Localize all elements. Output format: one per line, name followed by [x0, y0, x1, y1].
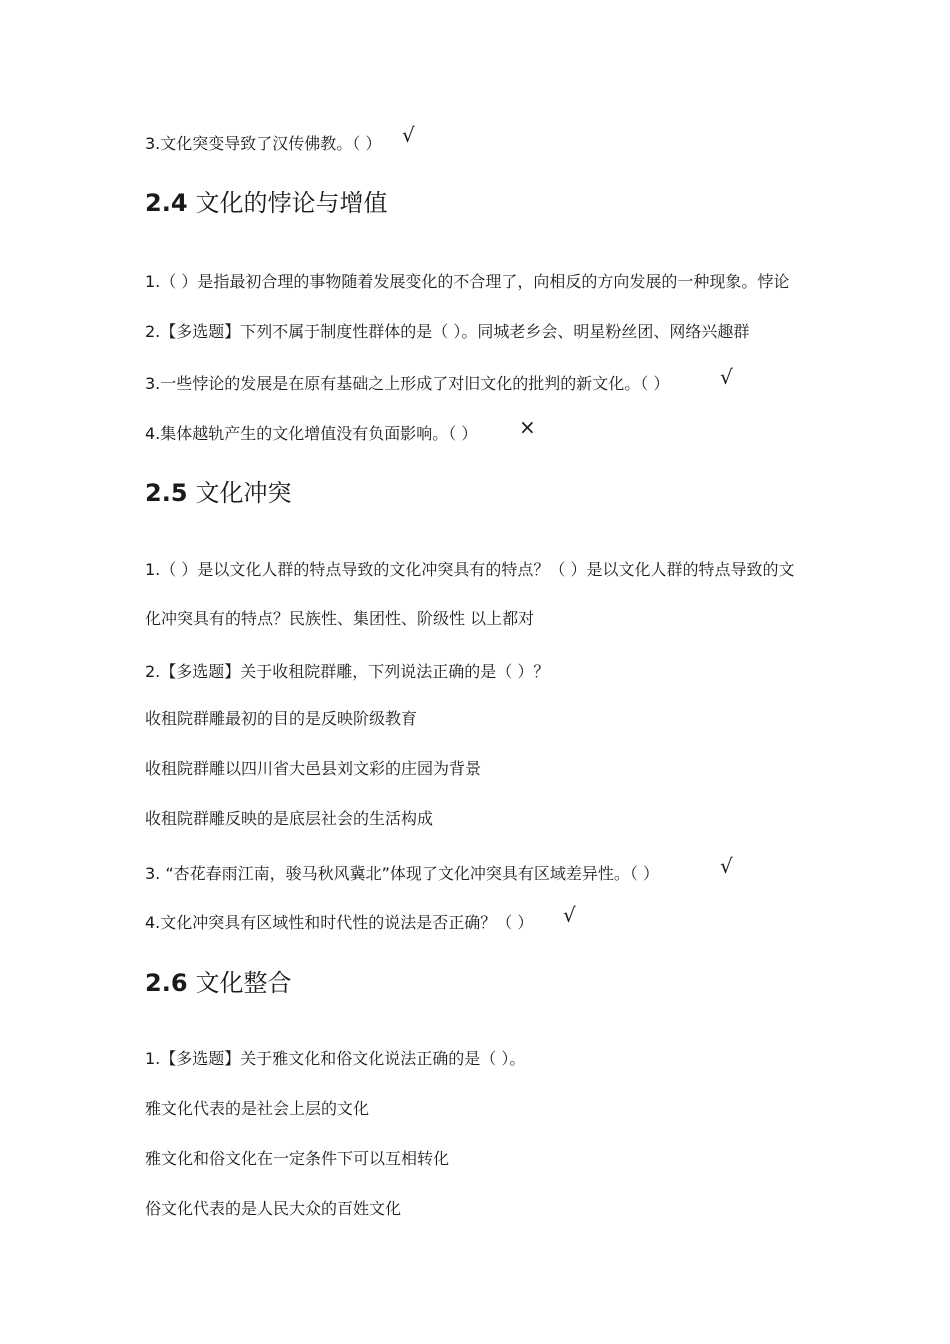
question-2-5-4: 4.文化冲突具有区域性和时代性的说法是否正确？（ ） [145, 913, 534, 932]
answer-option: 收租院群雕反映的是底层社会的生活构成 [145, 809, 434, 828]
question-2-4-3: 3.一些悖论的发展是在原有基础之上形成了对旧文化的批判的新文化。（ ） [145, 374, 670, 393]
section-title: 文化的悖论与增值 [195, 189, 388, 217]
answer-option: 收租院群雕最初的目的是反映阶级教育 [145, 709, 418, 728]
question-2-5-3: 3. “杏花春雨江南，骏马秋风冀北”体现了文化冲突具有区域差异性。（ ） [145, 864, 660, 883]
answer-option: 雅文化和俗文化在一定条件下可以互相转化 [145, 1149, 450, 1168]
question-2-5-1-line-1: 1.（ ）是以文化人群的特点导致的文化冲突具有的特点？（ ）是以文化人群的特点导致的文 [145, 560, 795, 579]
question-2-6-1: 1.【多选题】关于雅文化和俗文化说法正确的是（ ）。 [145, 1049, 526, 1068]
section-heading-2-5 [145, 478, 292, 508]
section-number: 2.6 [145, 969, 188, 997]
answer-mark-2-5-4: √ [563, 903, 576, 927]
answer-mark-2-4-4: × [519, 415, 536, 439]
section-title: 文化冲突 [195, 479, 292, 507]
section-number: 2.4 [145, 189, 188, 217]
question-2-4-1: 1.（ ）是指最初合理的事物随着发展变化的不合理了，向相反的方向发展的一种现象。悖论 [145, 272, 790, 291]
section-number: 2.5 [145, 479, 188, 507]
answer-mark-2-5-3: √ [720, 854, 733, 878]
question-2-5-2: 2.【多选题】关于收租院群雕，下列说法正确的是（ ）？ [145, 662, 550, 681]
answer-option: 俗文化代表的是人民大众的百姓文化 [145, 1199, 402, 1218]
answer-mark-2-4-3: √ [720, 365, 733, 389]
section-title: 文化整合 [195, 969, 292, 997]
answer-option: 收租院群雕以四川省大邑县刘文彩的庄园为背景 [145, 759, 482, 778]
question-2-4-4: 4.集体越轨产生的文化增值没有负面影响。（ ） [145, 424, 478, 443]
question-2-3-3: 3.文化突变导致了汉传佛教。（ ） [145, 134, 382, 153]
question-2-4-2: 2.【多选题】下列不属于制度性群体的是（ ）。同城老乡会、明星粉丝团、网络兴趣群 [145, 322, 750, 341]
section-heading-2-4 [145, 188, 388, 218]
answer-option: 雅文化代表的是社会上层的文化 [145, 1099, 370, 1118]
answer-mark-2-3-3: √ [402, 123, 415, 147]
question-2-5-1-line-2: 化冲突具有的特点？民族性、集团性、阶级性 以上都对 [145, 609, 535, 628]
section-heading-2-6 [145, 968, 292, 998]
